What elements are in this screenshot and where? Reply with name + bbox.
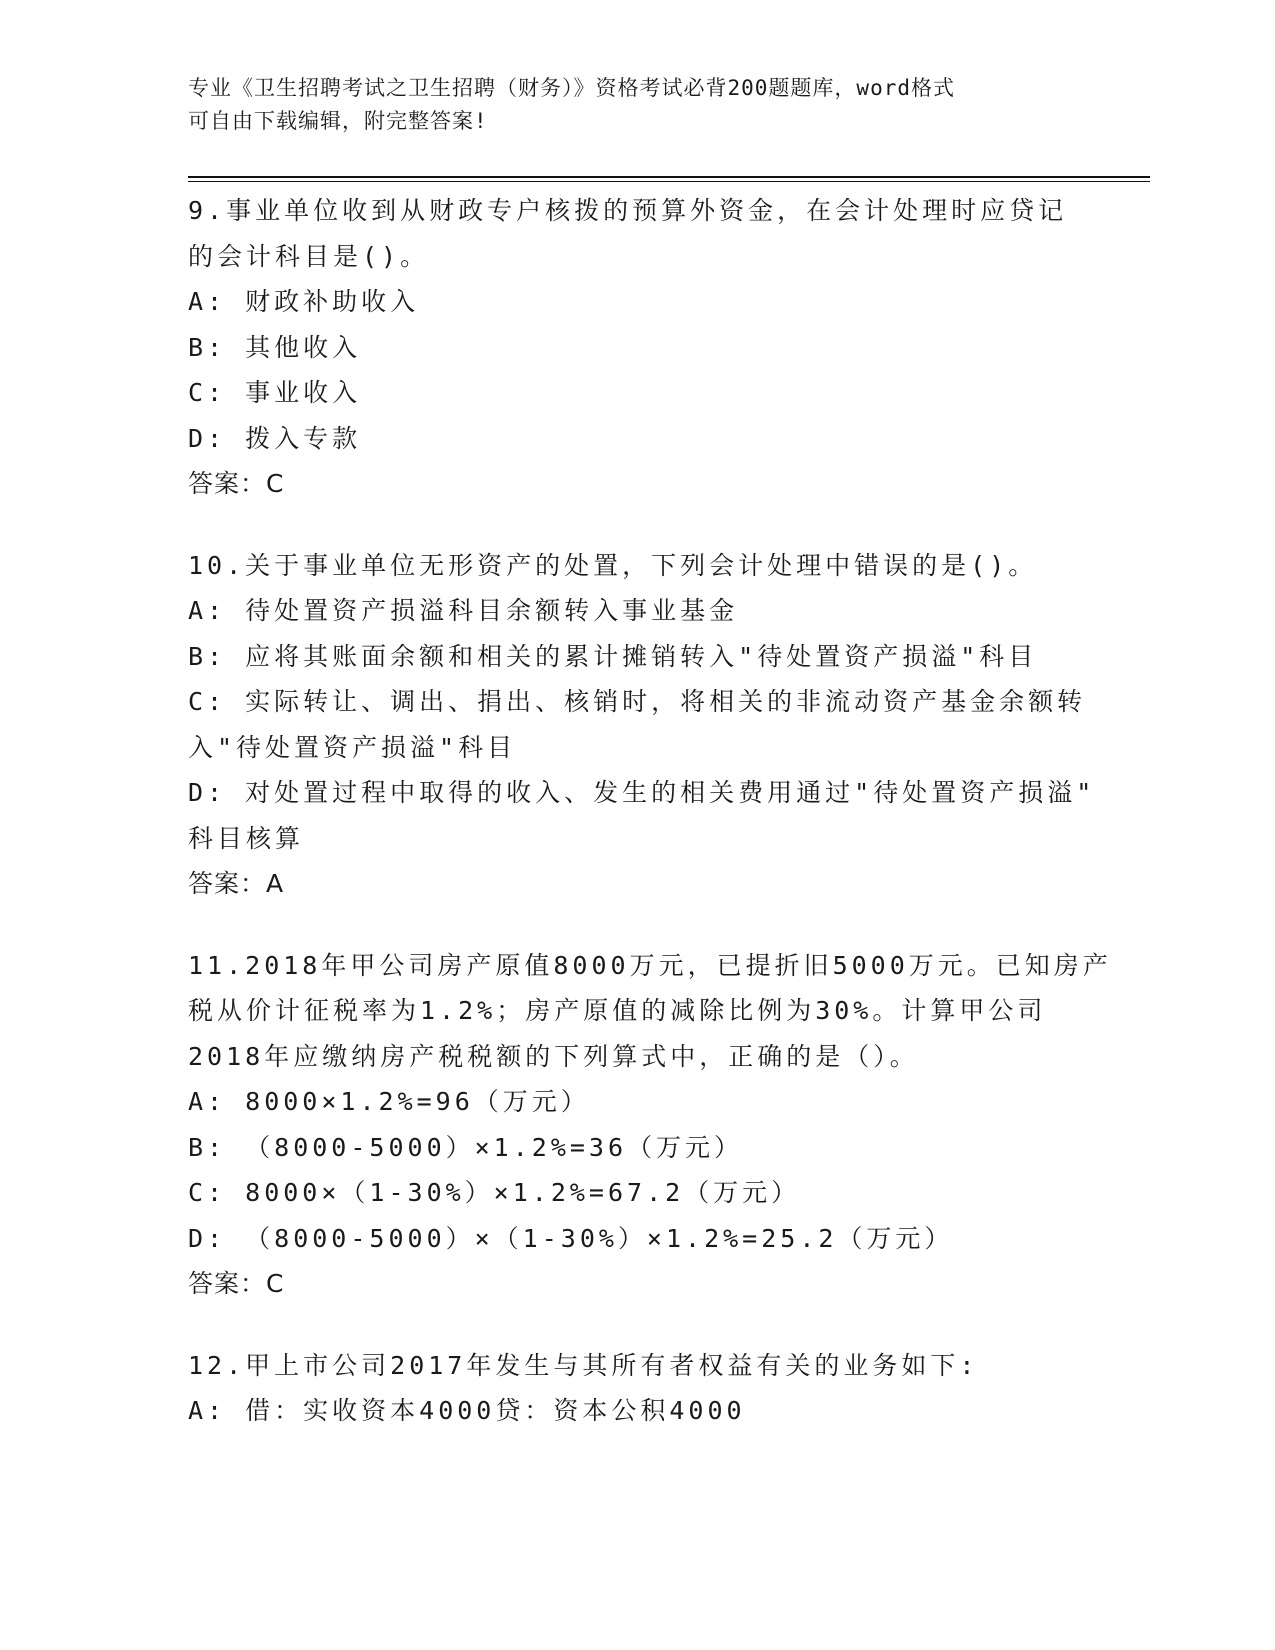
header-divider-thin bbox=[188, 181, 1150, 182]
question-block bbox=[188, 943, 1112, 1307]
question-stem: 9.事业单位收到从财政专户核拨的预算外资金，在会计处理时应贷记 bbox=[188, 196, 1068, 225]
question-stem: 11.2018年甲公司房产原值8000万元，已提折旧5000万元。已知房产 bbox=[188, 950, 1112, 980]
option-b: B: 应将其账面余额和相关的累计摊销转入"待处置资产损溢"科目 bbox=[188, 641, 1038, 671]
option-d: D: 拨入专款 bbox=[188, 423, 362, 453]
question-stem: 税从价计征税率为1.2%；房产原值的减除比例为30%。计算甲公司 bbox=[188, 996, 1047, 1025]
option-a: A: 待处置资产损溢科目余额转入事业基金 bbox=[188, 596, 739, 625]
header-divider-thick bbox=[188, 176, 1150, 178]
option-a: A: 8000×1.2%=96（万元） bbox=[188, 1087, 590, 1116]
question-block bbox=[188, 543, 1096, 907]
header-line: 可自由下载编辑，附完整答案! bbox=[188, 109, 488, 133]
option-b: B: （8000-5000）×1.2%=36（万元） bbox=[188, 1132, 744, 1162]
question-list bbox=[188, 188, 1112, 1470]
document-header bbox=[188, 72, 1068, 138]
question-stem: 12.甲上市公司2017年发生与其所有者权益有关的业务如下: bbox=[188, 1350, 979, 1380]
option-c-continued: 入"待处置资产损溢"科目 bbox=[188, 732, 517, 762]
question-stem: 2018年应缴纳房产税税额的下列算式中，正确的是（）。 bbox=[188, 1041, 919, 1071]
option-a: A: 借：实收资本4000贷：资本公积4000 bbox=[188, 1396, 746, 1425]
option-c: C: 8000×（1-30%）×1.2%=67.2（万元） bbox=[188, 1178, 801, 1207]
header-line: 专业《卫生招聘考试之卫生招聘（财务）》资格考试必背200题题库，word格式 bbox=[188, 76, 955, 100]
question-block bbox=[188, 1343, 1088, 1434]
answer-line: 答案：A bbox=[188, 869, 285, 898]
option-a: A: 财政补助收入 bbox=[188, 287, 420, 316]
option-c: C: 事业收入 bbox=[188, 378, 362, 407]
question-stem: 的会计科目是()。 bbox=[188, 241, 430, 271]
option-d: D: 对处置过程中取得的收入、发生的相关费用通过"待处置资产损溢" bbox=[188, 778, 1096, 807]
option-b: B: 其他收入 bbox=[188, 332, 362, 362]
answer-line: 答案：C bbox=[188, 1269, 285, 1298]
option-c: C: 实际转让、调出、捐出、核销时，将相关的非流动资产基金余额转 bbox=[188, 687, 1087, 716]
question-block bbox=[188, 188, 1088, 507]
answer-line: 答案：C bbox=[188, 469, 285, 498]
question-stem: 10.关于事业单位无形资产的处置，下列会计处理中错误的是()。 bbox=[188, 550, 1038, 580]
option-d-continued: 科目核算 bbox=[188, 823, 305, 853]
option-d: D: （8000-5000）×（1-30%）×1.2%=25.2（万元） bbox=[188, 1223, 954, 1253]
